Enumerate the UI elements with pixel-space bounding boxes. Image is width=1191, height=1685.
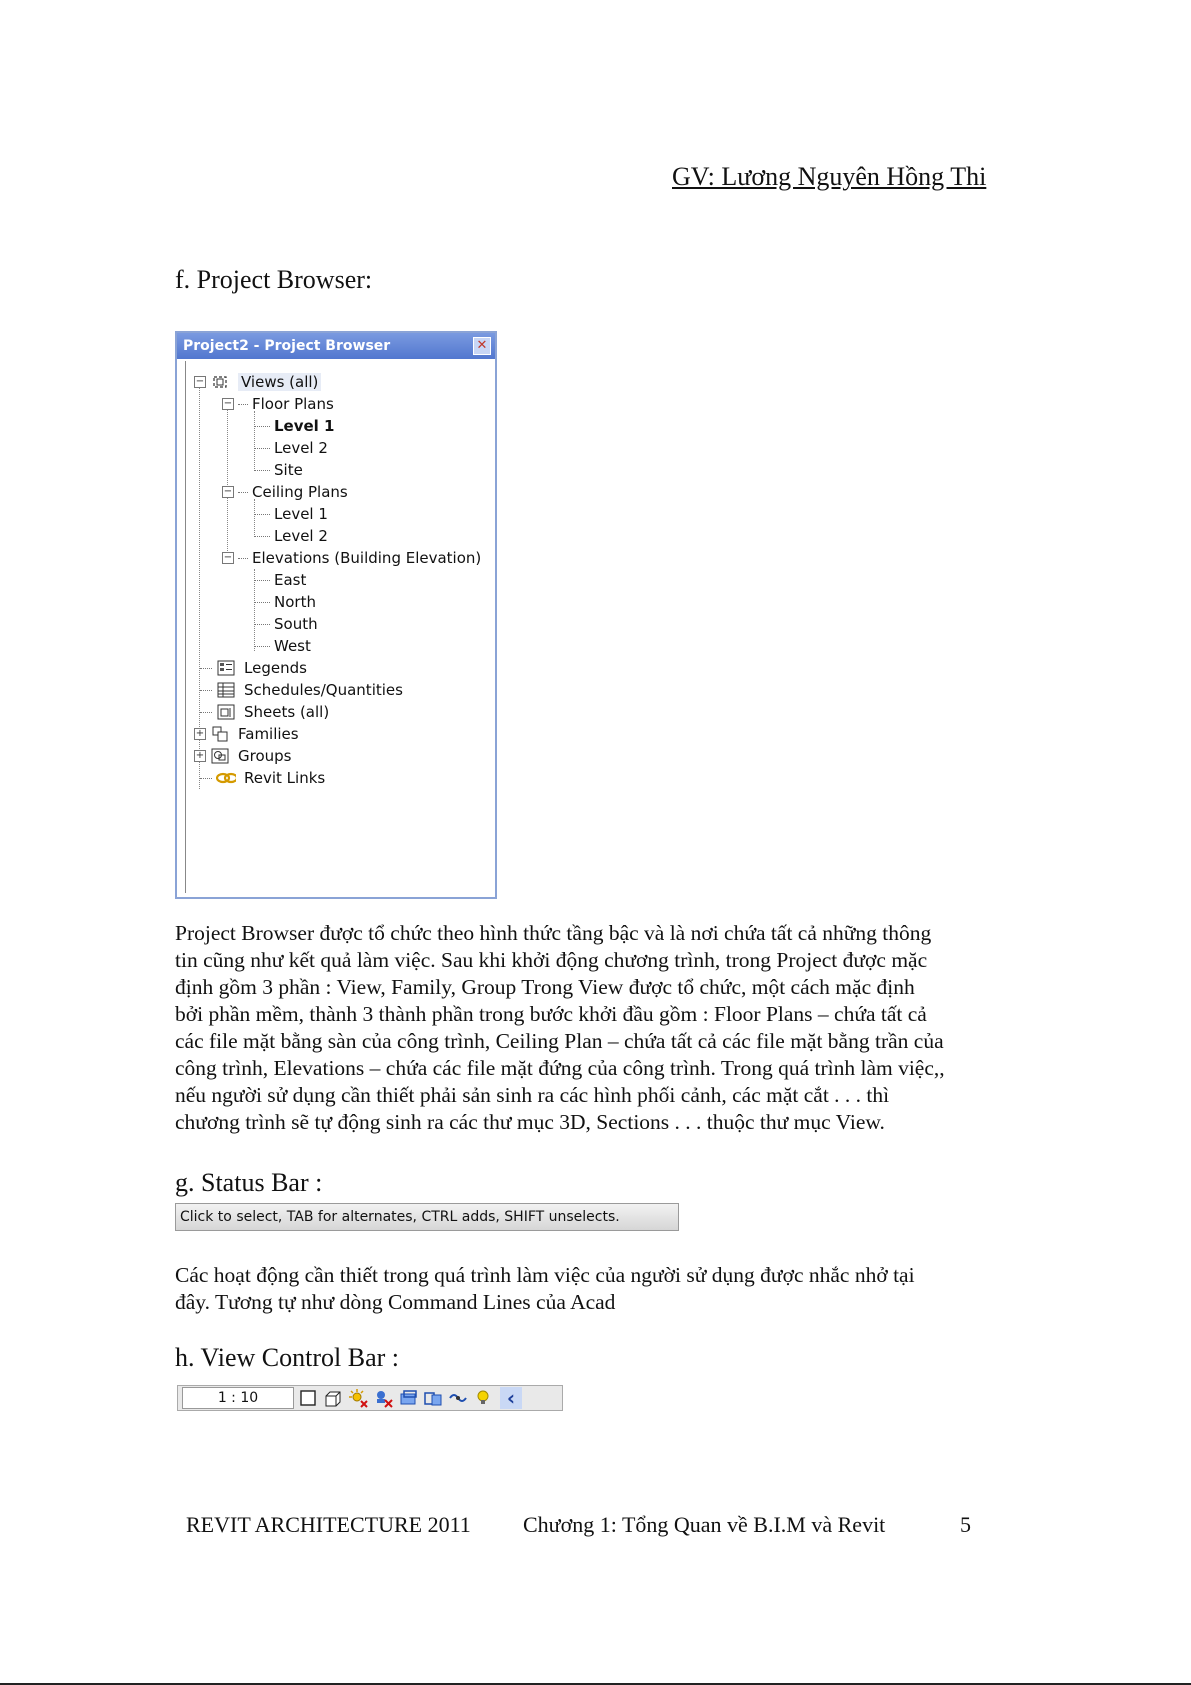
collapse-toggle[interactable]: − bbox=[223, 486, 233, 497]
section-g-title: g. Status Bar : bbox=[175, 1168, 323, 1197]
paragraph-line: nếu người sử dụng cần thiết phải sản sinh ra các hình phối cảnh, các mặt cắt . . . thì bbox=[175, 1083, 890, 1107]
sheets-icon bbox=[216, 703, 236, 721]
collapse-toggle[interactable]: − bbox=[195, 376, 205, 387]
section-h-title: h. View Control Bar : bbox=[175, 1343, 399, 1372]
visual-style-icon[interactable] bbox=[322, 1387, 344, 1409]
tree-item-el-south[interactable] bbox=[254, 613, 318, 635]
temporary-hide-icon[interactable] bbox=[447, 1387, 469, 1409]
view-control-bar bbox=[177, 1385, 563, 1411]
tree-item-groups[interactable] bbox=[194, 745, 291, 767]
tree-label-el-north: North bbox=[274, 593, 316, 611]
expand-toggle[interactable]: + bbox=[195, 728, 205, 739]
show-crop-region-icon[interactable] bbox=[422, 1387, 444, 1409]
families-icon bbox=[210, 725, 230, 743]
tree-label-fp-level1: Level 1 bbox=[274, 417, 335, 435]
tree-item-fp-site[interactable] bbox=[254, 459, 303, 481]
sun-path-icon[interactable] bbox=[347, 1387, 369, 1409]
collapse-toggle[interactable]: − bbox=[223, 398, 233, 409]
paragraph-line: tin cũng như kết quả làm việc. Sau khi khởi động chương trình, trong Project được mặc bbox=[175, 948, 928, 972]
tree-label-views: Views (all) bbox=[238, 373, 321, 391]
paragraph-line: công trình, Elevations – chứa các file mặt đứng của công trình. Trong quá trình làm việc,, bbox=[175, 1056, 945, 1080]
project-browser-title: Project2 - Project Browser bbox=[183, 338, 391, 354]
tree-item-el-north[interactable] bbox=[254, 591, 316, 613]
paragraph-line: bởi phần mềm, thành 3 thành phần trong bước khởi đầu gồm : Floor Plans – chứa tất cả bbox=[175, 1002, 927, 1026]
tree-label-revit-links: Revit Links bbox=[244, 769, 326, 787]
project-browser-panel bbox=[175, 331, 497, 899]
footer-book: REVIT ARCHITECTURE 2011 bbox=[186, 1512, 471, 1537]
collapse-glyph: ‹ bbox=[506, 1386, 516, 1410]
close-icon[interactable]: ✕ bbox=[473, 337, 491, 355]
paragraph-line: Các hoạt động cần thiết trong quá trình làm việc của người sử dụng được nhắc nhở tại bbox=[175, 1263, 915, 1287]
paragraph-line: đây. Tương tự như dòng Command Lines của Acad bbox=[175, 1290, 616, 1314]
tree-item-fp-level1[interactable] bbox=[254, 415, 334, 437]
tree-label-fp-site: Site bbox=[274, 461, 303, 479]
view-scale-field[interactable]: 1 : 10 bbox=[182, 1387, 294, 1409]
tree-item-elevations[interactable] bbox=[222, 547, 481, 569]
tree-label-elevations: Elevations (Building Elevation) bbox=[252, 549, 482, 567]
shadows-icon[interactable] bbox=[372, 1387, 394, 1409]
tree-label-ceiling-plans: Ceiling Plans bbox=[252, 483, 348, 501]
link-icon bbox=[216, 769, 236, 787]
tree-label-el-south: South bbox=[274, 615, 318, 633]
paragraph-line: Project Browser được tổ chức theo hình thức tầng bậc và là nơi chứa tất cả những thông bbox=[175, 921, 932, 945]
tree-label-schedules: Schedules/Quantities bbox=[244, 681, 403, 699]
section-f-title: f. Project Browser: bbox=[175, 265, 373, 294]
tree-item-legends[interactable] bbox=[200, 657, 307, 679]
tree-label-families: Families bbox=[238, 725, 299, 743]
tree-label-sheets: Sheets (all) bbox=[244, 703, 330, 721]
tree-item-cp-level2[interactable] bbox=[254, 525, 328, 547]
header-author: GV: Lương Nguyên Hồng Thi bbox=[672, 162, 987, 191]
tree-label-el-west: West bbox=[274, 637, 311, 655]
legends-icon bbox=[216, 659, 236, 677]
paragraph-line: định gồm 3 phần : View, Family, Group Trong View được tổ chức, một cách mặc định bbox=[175, 975, 915, 999]
paragraph-line: các file mặt bằng sàn của công trình, Ceiling Plan – chứa tất cả các file mặt bằng trần của bbox=[175, 1029, 944, 1053]
tree-label-floor-plans: Floor Plans bbox=[252, 395, 334, 413]
crop-view-icon[interactable] bbox=[397, 1387, 419, 1409]
reveal-hidden-icon[interactable] bbox=[472, 1387, 494, 1409]
tree-item-fp-level2[interactable] bbox=[254, 437, 328, 459]
views-icon bbox=[210, 373, 230, 391]
status-bar: Click to select, TAB for alternates, CTRL adds, SHIFT unselects. bbox=[175, 1203, 679, 1231]
tree-label-fp-level2: Level 2 bbox=[274, 439, 328, 457]
tree-item-schedules[interactable] bbox=[200, 679, 403, 701]
tree-label-cp-level1: Level 1 bbox=[274, 505, 328, 523]
paragraph-f bbox=[175, 920, 1025, 1136]
tree-item-el-east[interactable] bbox=[254, 569, 306, 591]
project-browser-tree bbox=[185, 361, 493, 893]
paragraph-g bbox=[175, 1262, 1025, 1316]
detail-level-icon[interactable] bbox=[297, 1387, 319, 1409]
tree-item-el-west[interactable] bbox=[254, 635, 311, 657]
collapse-icon[interactable] bbox=[500, 1387, 522, 1409]
schedules-icon bbox=[216, 681, 236, 699]
tree-label-cp-level2: Level 2 bbox=[274, 527, 328, 545]
expand-toggle[interactable]: + bbox=[195, 750, 205, 761]
tree-label-legends: Legends bbox=[244, 659, 307, 677]
tree-item-floor-plans[interactable] bbox=[222, 393, 334, 415]
footer-chapter: Chương 1: Tổng Quan về B.I.M và Revit bbox=[523, 1512, 886, 1537]
collapse-toggle[interactable]: − bbox=[223, 552, 233, 563]
tree-item-revit-links[interactable] bbox=[200, 767, 325, 789]
groups-icon bbox=[210, 747, 230, 765]
tree-item-cp-level1[interactable] bbox=[254, 503, 328, 525]
paragraph-line: chương trình sẽ tự động sinh ra các thư mục 3D, Sections . . . thuộc thư mục View. bbox=[175, 1110, 885, 1134]
tree-item-families[interactable] bbox=[194, 723, 299, 745]
tree-item-sheets[interactable] bbox=[200, 701, 329, 723]
footer-page-number: 5 bbox=[960, 1512, 971, 1537]
tree-label-groups: Groups bbox=[238, 747, 292, 765]
tree-label-el-east: East bbox=[274, 571, 307, 589]
project-browser-titlebar bbox=[177, 333, 495, 359]
tree-item-ceiling-plans[interactable] bbox=[222, 481, 348, 503]
tree-item-views[interactable] bbox=[194, 371, 321, 393]
